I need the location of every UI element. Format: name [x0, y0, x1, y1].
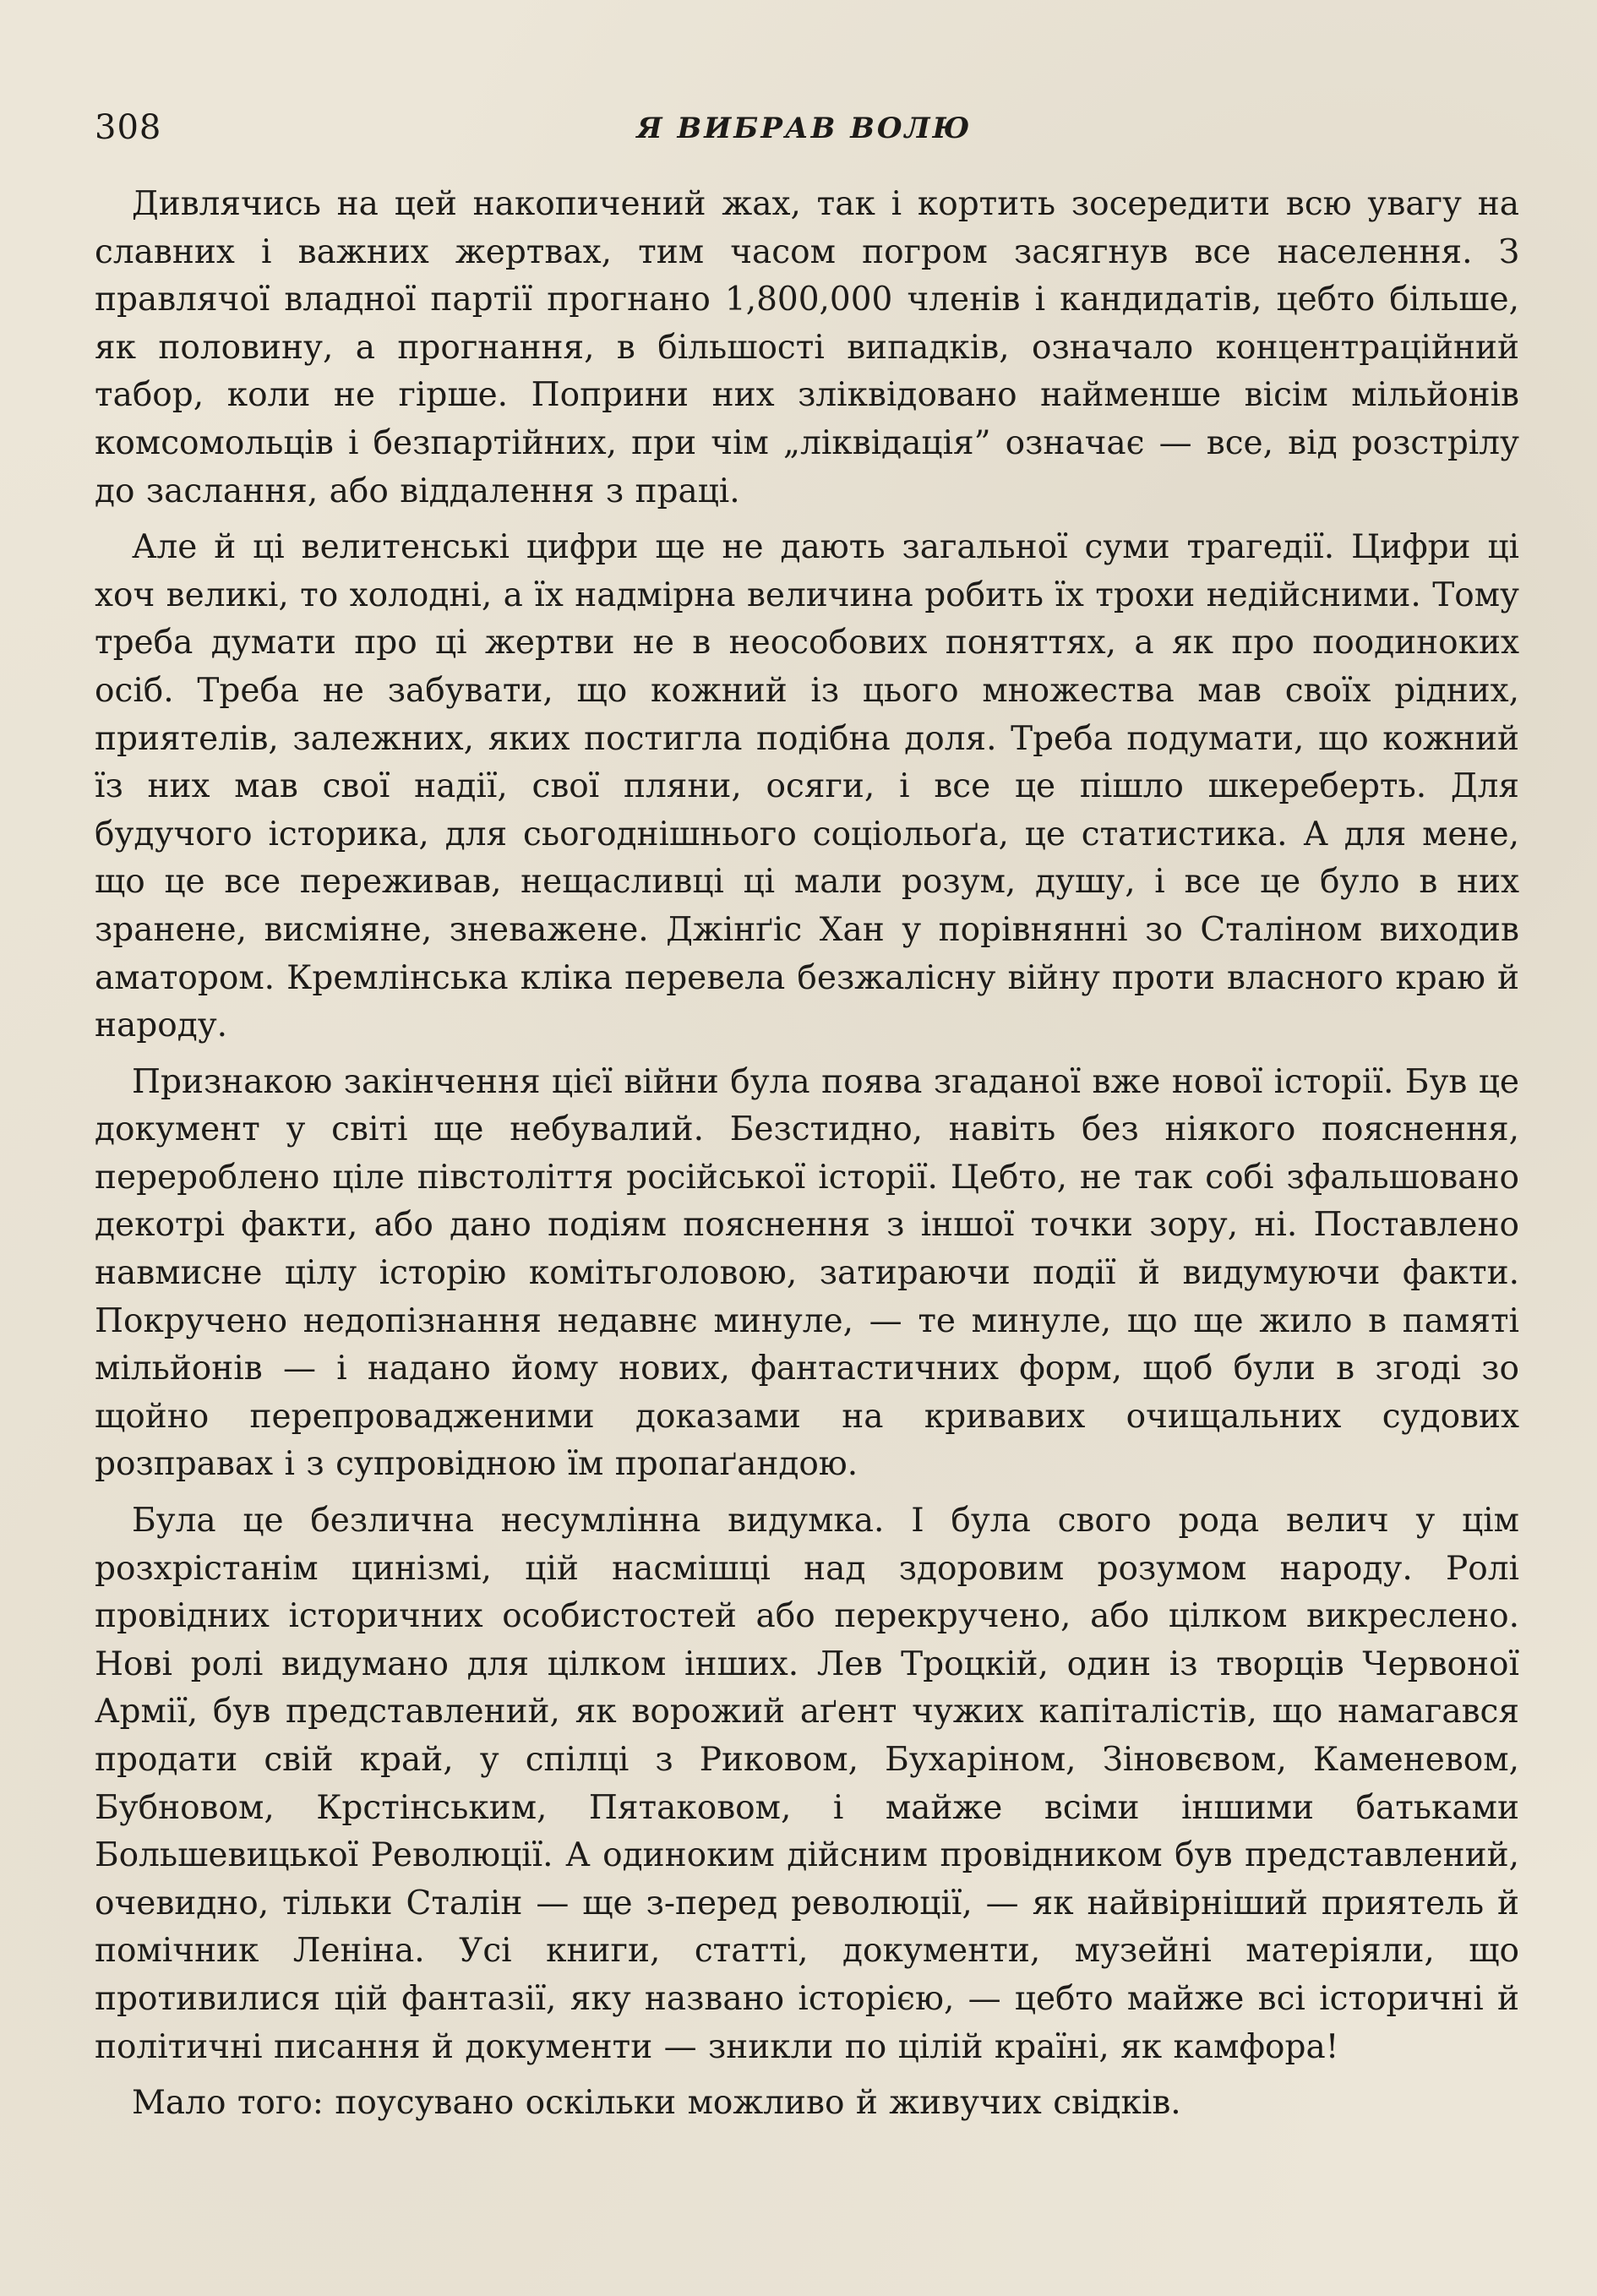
body-text: [95, 181, 1519, 2128]
paragraph-5: Мало того: поусувано оскільки можливо й живучих свідків.: [132, 2084, 1181, 2123]
paragraph-3: Признакою закінчення цієї війни була поява згаданої вже нової історії. Був це документ у світі ще небувалий. Безстидно, навіть без ніякого пояснення, перероблено ціле півстоліття російської історії. Цебто, не так собі зфальшовано декотрі факти, або дано подіям пояснення з іншої точки зору, ні. Поставлено навмисне цілу історію комітьголовою, затираючи події й видумуючи факти. Покручено недопізнання недавнє минуле, — те минуле, що ще жило в памяті мільйонів — і надано йому нових, фантастичних форм, щоб були в згоді зо щойно перепровадженими доказами на кривавих очищальних судових розправах і з супровідною їм пропаґандою.: [95, 1062, 1519, 1484]
paragraph-2: Але й ці велитенські цифри ще не дають загальної суми трагедії. Цифри ці хоч великі, то холодні, а їх надмірна величина робить їх трохи недійсними. Тому треба думати про ці жертви не в неособових поняттях, а як про поодиноких осіб. Треба не забувати, що кожний із цього множества мав своїх рідних, приятелів, залежних, яких постигла подібна доля. Треба подумати, що кожний їз них мав свої надії, свої пляни, осяги, і все це пішло шкереберть. Для будучого історика, для сьогоднішнього соціольоґа, це статистика. А для мене, що це все переживав, нещасливці ці мали розум, душу, і все це було в них зранене, висміяне, зневажене. Джінґіс Хан у порівнянні зо Сталіном виходив аматором. Кремлінська кліка перевела безжалісну війну проти власного краю й народу.: [95, 528, 1519, 1045]
page-header: [95, 108, 1514, 159]
running-title: Я ВИБРАВ ВОЛЮ: [636, 112, 973, 145]
paragraph-1: Дивлячись на цей накопичений жах, так і кортить зосередити всю увагу на славних і важних жертвах, тим часом погром засягнув все населення. З правлячої владної партії прогнано 1,800,000 членів і кандидатів, цебто більше, як половину, а прогнання, в більшості випадків, означало концентраційний табор, коли не гірше. Поприни них зліквідовано найменше вісім мільйонів комсомольців і безпартійних, при чім „ліквідація” означає — все, від розстрілу до заслання, або віддалення з праці.: [95, 185, 1519, 510]
paragraph-4: Була це безлична несумлінна видумка. І була свого рода велич у цім розхрістанім цинізмі, цій насмішці над здоровим розумом народу. Ролі провідних історичних особистостей або перекручено, або цілком викреслено. Нові ролі видумано для цілком інших. Лев Троцкій, один із творців Червоної Армії, був представлений, як ворожий аґент чужих капіталістів, що намагався продати свій край, у спілці з Риковом, Бухаріном, Зіновєвом, Каменевом, Бубновом, Крстінським, Пятаковом, і майже всіми іншими батьками Большевицької Революції. А одиноким дійсним провідником був представлений, очевидно, тільки Сталін — ще з-перед революції, — як найвірніший приятель й помічник Леніна. Усі книги, статті, документи, музейні матеріяли, що противилися цій фантазії, яку названо історією, — цебто майже всі історичні й політичні писання й документи — зникли по цілій країні, як камфора!: [95, 1502, 1519, 2066]
page-number: 308: [95, 108, 162, 147]
